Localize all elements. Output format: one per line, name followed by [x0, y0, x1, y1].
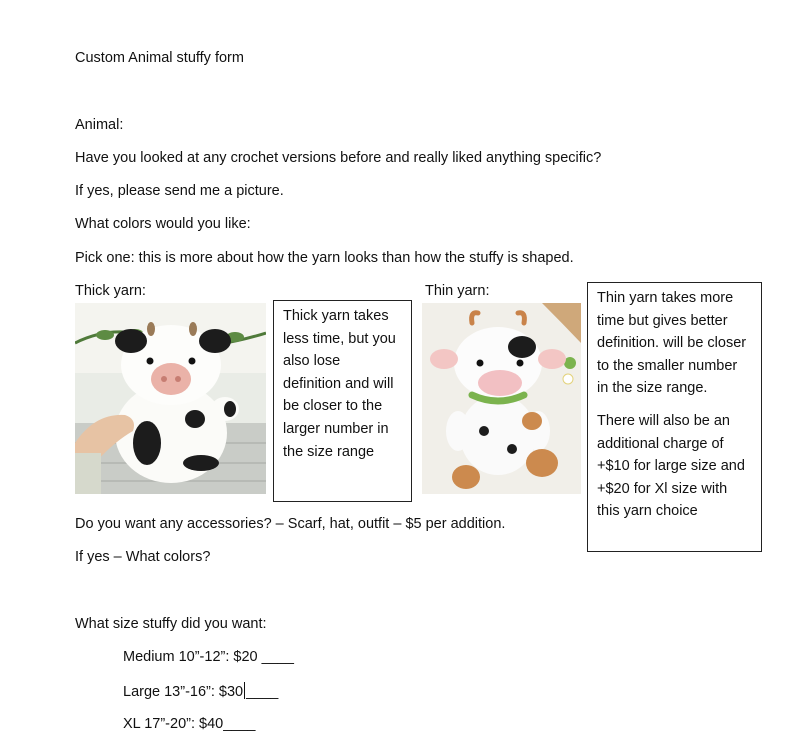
thick-yarn-description-box: [273, 300, 412, 502]
size-question: What size stuffy did you want:: [75, 616, 267, 632]
thin-yarn-label: Thin yarn:: [425, 283, 490, 299]
size-option-xl-blank[interactable]: ____: [223, 716, 256, 732]
accessories-colors-question: If yes – What colors?: [75, 549, 211, 565]
form-title: Custom Animal stuffy form: [75, 50, 244, 66]
thick-yarn-description: Thick yarn takes less time, but you also lose definition and will be closer to the larger number in the size range: [283, 308, 396, 460]
colors-question: What colors would you like:: [75, 216, 251, 232]
size-option-medium-text: Medium 10”-12”: $20: [123, 649, 258, 665]
accessories-question: Do you want any accessories? – Scarf, hat, outfit – $5 per addition.: [75, 516, 506, 532]
if-yes-picture-text: If yes, please send me a picture.: [75, 183, 284, 199]
thin-yarn-description: Thin yarn takes more time but gives better definition. will be closer to the smaller number in the size range.: [597, 290, 747, 397]
size-option-xl: [123, 715, 255, 733]
animal-question: Animal:: [75, 117, 124, 133]
chunky-cow-plush-icon: [75, 303, 266, 494]
size-option-large-text: Large 13”-16”: $30: [123, 684, 244, 700]
amigurumi-cow-icon: [422, 303, 581, 494]
thin-yarn-cow-photo: [422, 303, 581, 494]
size-option-medium: [123, 648, 294, 666]
size-option-large-blank[interactable]: ____: [246, 684, 279, 700]
size-option-xl-text: XL 17”-20”: $40: [123, 716, 224, 732]
size-option-medium-blank[interactable]: ____: [261, 649, 294, 665]
text-cursor: [244, 682, 245, 699]
size-option-large: [123, 682, 278, 701]
thick-yarn-cow-photo: [75, 303, 266, 494]
looked-question: Have you looked at any crochet versions before and really liked anything specific?: [75, 150, 602, 166]
thick-yarn-label: Thick yarn:: [75, 283, 146, 299]
thin-yarn-description-box: [587, 282, 762, 552]
pick-one-text: Pick one: this is more about how the yarn looks than how the stuffy is shaped.: [75, 250, 574, 266]
thin-yarn-surcharge-note: There will also be an additional charge of +$10 for large size and +$20 for Xl size with this yarn choice: [597, 412, 745, 520]
